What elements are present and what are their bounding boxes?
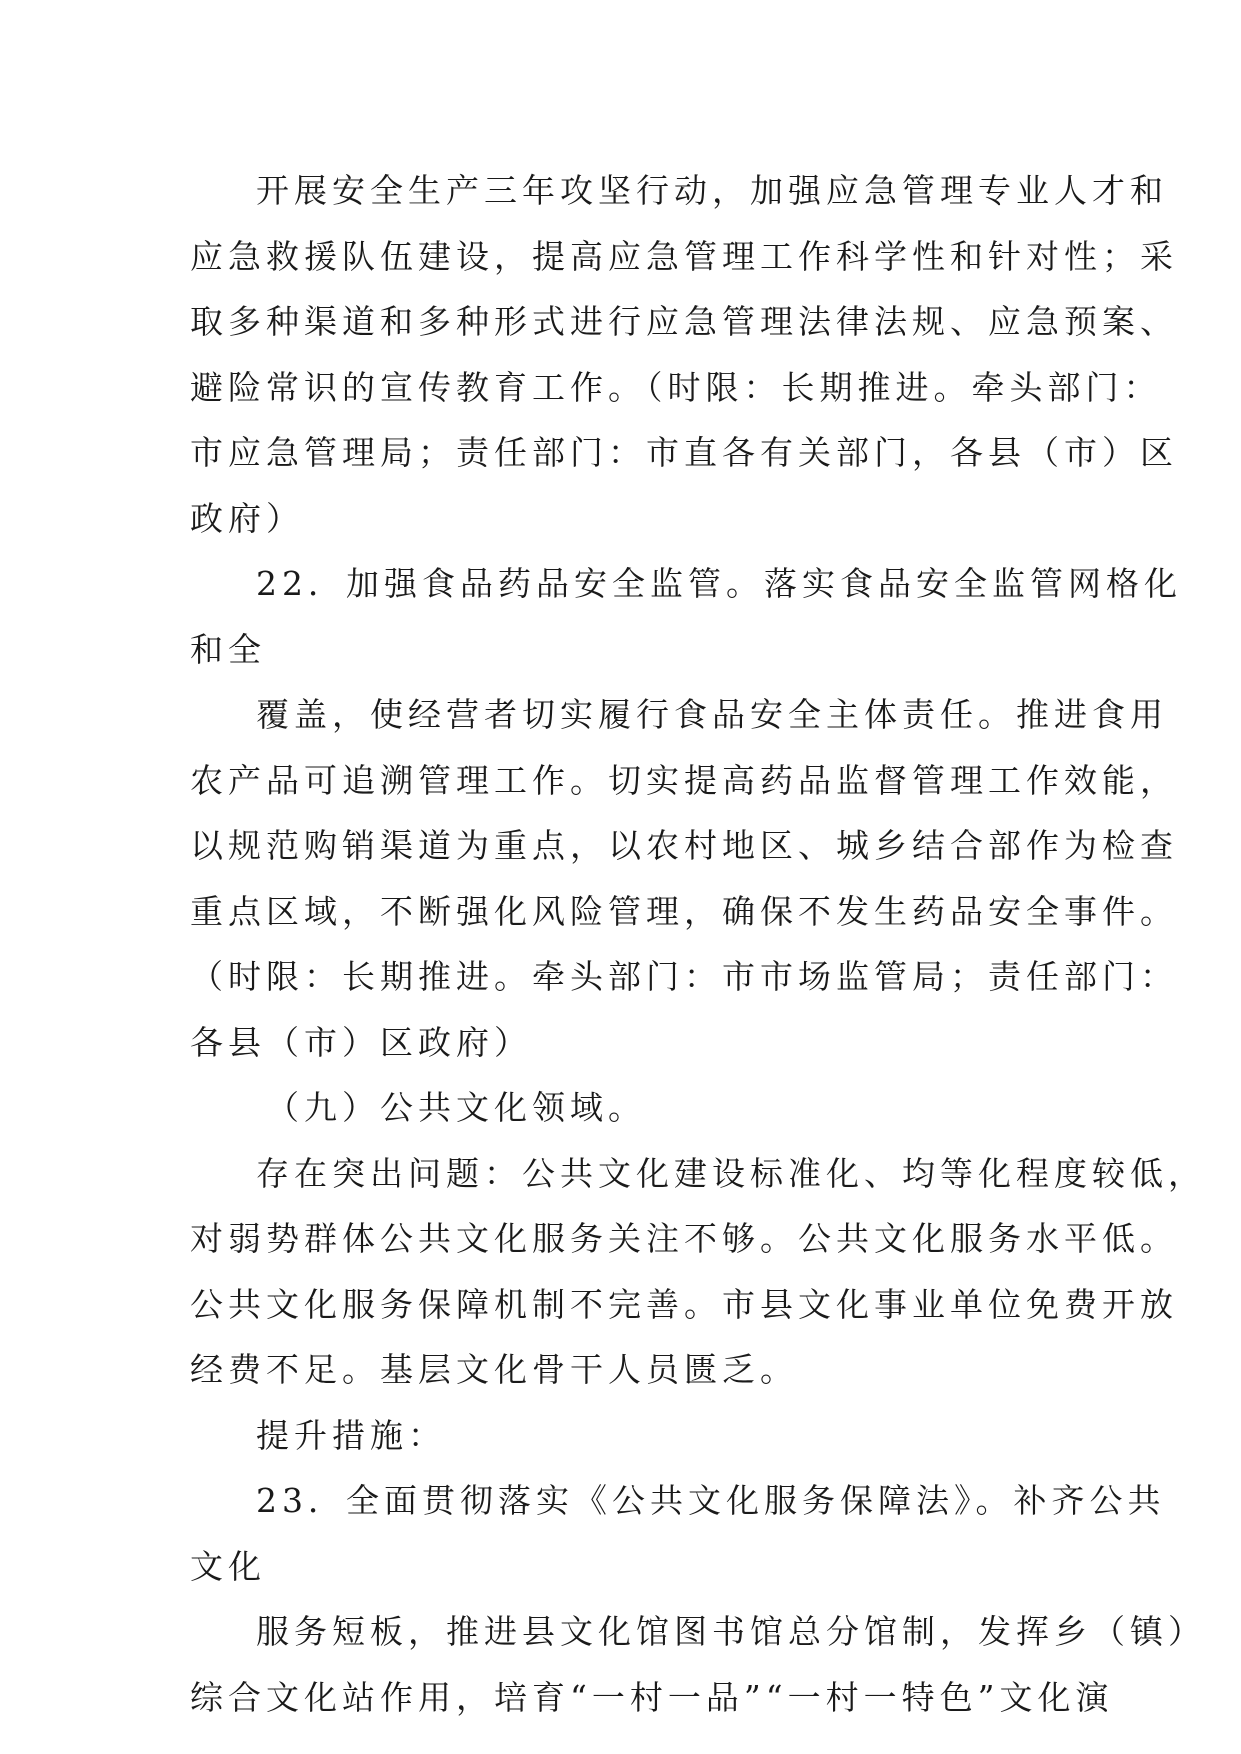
- paragraph-line: 重点区域，不断强化风险管理，确保不发生药品安全事件。: [190, 891, 1178, 931]
- paragraph-line: 应急救援队伍建设，提高应急管理工作科学性和针对性；采: [190, 236, 1178, 276]
- problems-line: 存在突出问题：公共文化建设标准化、均等化程度较低，: [256, 1153, 1206, 1193]
- document-body: [190, 158, 1206, 1730]
- paragraph-line: 政府）: [190, 498, 304, 538]
- paragraph-line: 文化: [190, 1546, 266, 1586]
- paragraph-line: 各县（市）区政府）: [190, 1022, 532, 1062]
- paragraph-line: （时限：长期推进。牵头部门：市市场监管局；责任部门：: [190, 957, 1178, 996]
- paragraph-line: 市应急管理局；责任部门：市直各有关部门，各县（市）区: [190, 433, 1178, 472]
- paragraph-line: 取多种渠道和多种形式进行应急管理法律法规、应急预案、: [190, 302, 1178, 341]
- paragraph-line: 和全: [190, 629, 266, 669]
- paragraph-line: 农产品可追溯管理工作。切实提高药品监督管理工作效能，: [190, 760, 1178, 800]
- paragraph-line: 服务短板，推进县文化馆图书馆总分馆制，发挥乡（镇）: [256, 1612, 1206, 1651]
- paragraph-line: 以规范购销渠道为重点，以农村地区、城乡结合部作为检查: [190, 826, 1178, 865]
- paragraph-line: 公共文化服务保障机制不完善。市县文化事业单位免费开放: [190, 1284, 1178, 1324]
- item-22-heading: 22．加强食品药品安全监管。落实食品安全监管网格化: [256, 564, 1182, 603]
- paragraph-line: 覆盖，使经营者切实履行食品安全主体责任。推进食用: [256, 695, 1168, 734]
- item-23-heading: 23．全面贯彻落实《公共文化服务保障法》。补齐公共: [256, 1481, 1166, 1520]
- paragraph-line: 避险常识的宣传教育工作。（时限：长期推进。牵头部门：: [190, 367, 1162, 407]
- paragraph-line: 综合文化站作用，培育“一村一品”“一村一特色”文化演: [190, 1677, 1114, 1717]
- paragraph-line: 对弱势群体公共文化服务关注不够。公共文化服务水平低。: [190, 1219, 1178, 1258]
- paragraph-line: 经费不足。基层文化骨干人员匮乏。: [190, 1350, 798, 1389]
- measures-heading: 提升措施：: [256, 1415, 446, 1455]
- paragraph-line: 开展安全生产三年攻坚行动，加强应急管理专业人才和: [256, 171, 1168, 210]
- section-heading-nine: （九）公共文化领域。: [266, 1088, 646, 1127]
